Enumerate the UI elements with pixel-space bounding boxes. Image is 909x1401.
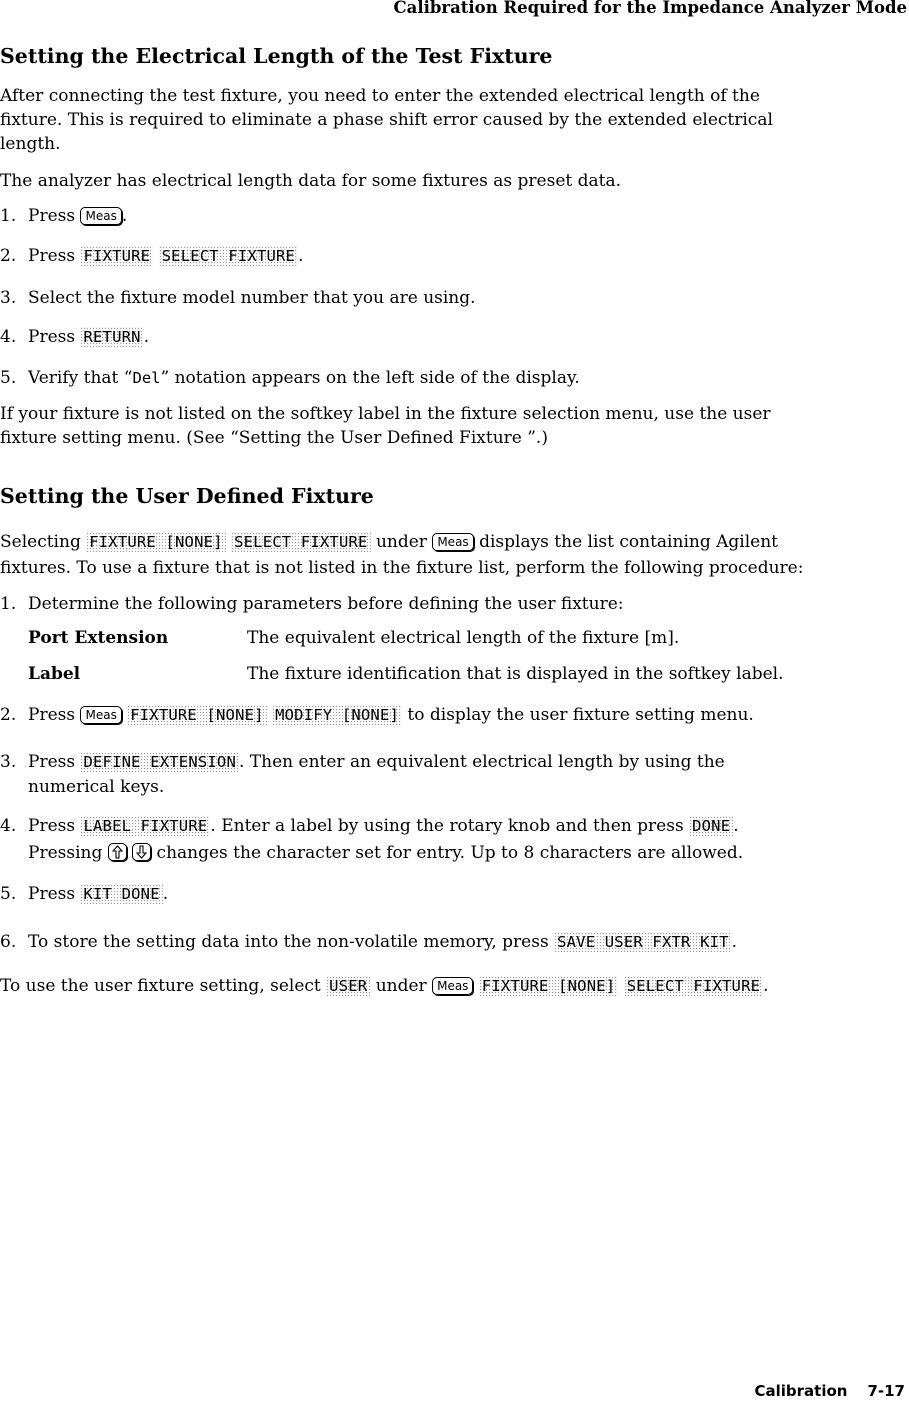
softkey-kit-done: KIT DONE [80,884,162,904]
softkey-modify-none: MODIFY [NONE] [272,705,402,725]
del-notation: Del [132,369,161,387]
step-end: . [121,206,128,226]
step-text-after: ” notation appears on the left side of the display. [160,368,580,388]
softkey-select-fixture: SELECT FIXTURE [159,246,298,266]
s2-step-3 [0,750,900,774]
step-text: Press [28,816,81,836]
step-text: Press [28,752,81,772]
softkey-select-fixture: SELECT FIXTURE [231,532,370,552]
note-line-2: fixture setting menu. (See “Setting the User Defined Fixture ”.) [0,428,548,448]
s2-intro-line-1 [0,530,900,554]
step-text: Press [28,705,81,725]
param-row-port-extension [0,626,900,650]
s1-step-4 [0,325,900,349]
step-text: Determine the following parameters before defining the user fixture: [28,594,624,614]
step-text: Press [28,246,81,266]
softkey-label-fixture: LABEL FIXTURE [80,816,210,836]
step-text: Press [28,327,81,347]
step-end: . [733,816,739,836]
intro-line-2: fixture. This is required to eliminate a phase shift error caused by the extended electrical [0,110,773,130]
up-arrow-key-icon [108,843,127,861]
preset-paragraph: The analyzer has electrical length data for some fixtures as preset data. [0,171,622,191]
step-number: 5. [0,368,17,388]
param-desc: The equivalent electrical length of the fixture [m]. [247,628,680,648]
intro-text: Selecting [0,532,87,552]
s2-step-5 [0,882,900,906]
step-number: 2. [0,705,17,725]
footer-page-number: 7-17 [867,1382,905,1400]
closing-paragraph [0,974,900,998]
section-heading-user-fixture: Setting the User Defined Fixture [0,484,374,508]
param-name: Port Extension [28,628,169,648]
closing-text: To use the user fixture setting, select [0,976,327,996]
intro-line-3: length. [0,134,61,154]
step-end: . Then enter an equivalent electrical length by using the [239,752,725,772]
s2-step-1 [0,592,900,616]
step-text: Press [28,884,81,904]
intro-after: displays the list containing Agilent [473,532,778,552]
softkey-select-fixture: SELECT FIXTURE [624,976,763,996]
param-row-label [0,662,900,686]
s1-step-1 [0,204,900,228]
s2-step-3-line-2 [0,775,900,799]
intro-line-1: After connecting the test fixture, you need to enter the extended electrical length of the [0,86,760,106]
closing-under: under [370,976,433,996]
step-text: Press [28,206,81,226]
footer-chapter: Calibration [754,1382,848,1400]
s1-step-3 [0,286,900,310]
softkey-fixture-none: FIXTURE [NONE] [127,705,266,725]
meas-hardkey: Meas [80,207,121,225]
s2-step-6 [0,930,900,954]
s2-step-4 [0,814,900,838]
softkey-define-extension: DEFINE EXTENSION [80,752,239,772]
step-number: 4. [0,816,17,836]
step-number: 2. [0,246,17,266]
softkey-user: USER [326,976,370,996]
softkey-done: DONE [689,816,733,836]
s2-intro-line-2: fixtures. To use a fixture that is not listed in the fixture list, perform the following procedure: [0,558,804,578]
step-number: 3. [0,288,17,308]
step-mid: . Enter a label by using the rotary knob and then press [210,816,690,836]
param-desc: The fixture identification that is displayed in the softkey label. [247,664,784,684]
softkey-save-user-fxtr-kit: SAVE USER FXTR KIT [554,932,732,952]
s2-step-4-line-2 [0,841,900,865]
step-number: 4. [0,327,17,347]
step-number: 3. [0,752,17,772]
step-number: 1. [0,594,17,614]
section-heading-electrical-length: Setting the Electrical Length of the Test Fixture [0,44,553,68]
softkey-fixture-none: FIXTURE [NONE] [86,532,225,552]
meas-hardkey: Meas [80,706,121,724]
step-text-line-2-after: changes the character set for entry. Up to 8 characters are allowed. [151,843,744,863]
closing-end: . [763,976,769,996]
softkey-fixture: FIXTURE [80,246,153,266]
step-end: . [298,246,304,266]
s1-step-2 [0,244,900,268]
step-number: 5. [0,884,17,904]
s2-step-2 [0,703,900,727]
step-number: 1. [0,206,17,226]
page-footer [754,1382,905,1400]
step-text-line-2: Pressing [28,843,108,863]
meas-hardkey: Meas [432,533,473,551]
running-head: Calibration Required for the Impedance Analyzer Mode [393,0,907,17]
param-name: Label [28,664,81,684]
step-end: to display the user fixture setting menu. [402,705,754,725]
step-text: Verify that “ [28,368,133,388]
intro-under: under [370,532,433,552]
step-end: . [162,884,169,904]
softkey-fixture-none: FIXTURE [NONE] [479,976,618,996]
step-number: 6. [0,932,17,952]
step-end: . [143,327,150,347]
step-text-line-2: numerical keys. [28,777,165,797]
down-arrow-key-icon [132,843,151,861]
step-text: Select the fixture model number that you are using. [28,288,476,308]
meas-hardkey: Meas [432,977,473,995]
step-text: To store the setting data into the non-volatile memory, press [28,932,555,952]
s1-step-5 [0,366,900,390]
softkey-return: RETURN [80,327,143,347]
note-line-1: If your fixture is not listed on the softkey label in the fixture selection menu, use the user [0,404,771,424]
step-end: . [731,932,738,952]
